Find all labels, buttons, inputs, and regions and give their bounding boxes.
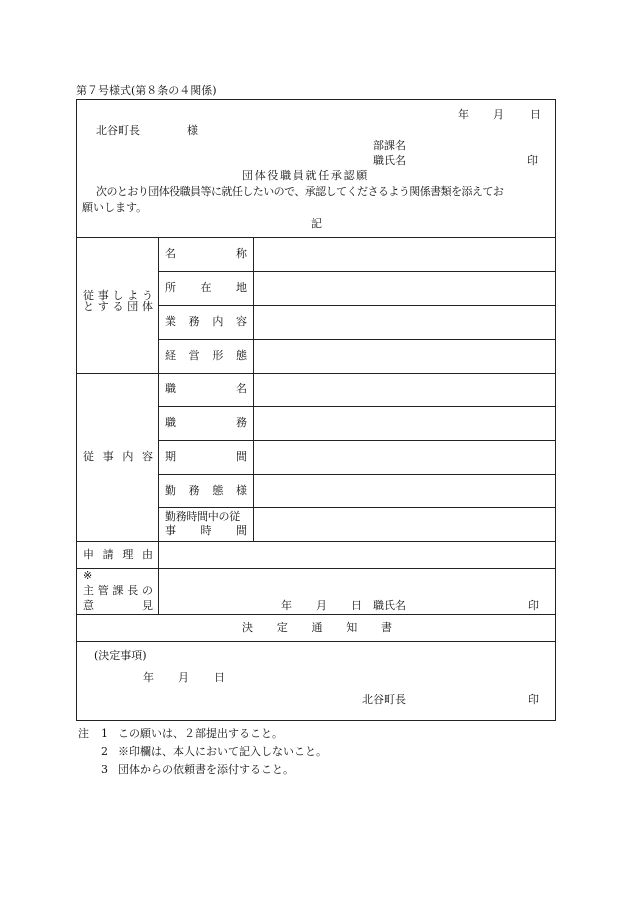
decision-month: 月: [178, 671, 189, 684]
work-section-label: 従 事 内 容: [83, 450, 153, 463]
divider: [77, 237, 555, 238]
divider: [158, 237, 159, 614]
manager-day: 日: [351, 599, 362, 612]
header-day: 日: [530, 108, 541, 121]
org-row-management: 経 営 形 態: [165, 349, 247, 362]
body-line-1: 次のとおり団体役職員等に就任したいので、承認してくださるよう関係書類を添えてお: [96, 185, 504, 198]
divider: [158, 271, 555, 272]
work-row-position: 職 名: [165, 382, 247, 395]
note-3-num: 3: [101, 763, 108, 776]
decision-day: 日: [214, 671, 225, 684]
divider: [158, 406, 555, 407]
manager-year: 年: [281, 599, 292, 612]
form-number: 第７号様式(第８条の４関係): [76, 84, 217, 97]
application-form: [76, 99, 556, 721]
manager-name-label: 職氏名: [373, 599, 406, 612]
honorific: 様: [187, 124, 198, 137]
note-1-text: この願いは、２部提出すること。: [118, 727, 283, 740]
org-row-address: 所 在 地: [165, 281, 247, 294]
divider: [77, 373, 555, 374]
divider: [77, 541, 555, 542]
body-line-2: 願いします。: [82, 201, 148, 214]
divider: [158, 474, 555, 475]
form-title: 団体役職員就任承認願: [242, 169, 369, 182]
divider: [158, 339, 555, 340]
manager-label-line-1: 主 管 課 長 の: [83, 584, 153, 597]
manager-mark: ※: [83, 569, 93, 582]
decision-mayor: 北谷町長: [362, 693, 406, 706]
note-2-text: ※印欄は、本人において記入しないこと。: [118, 745, 327, 758]
header-month: 月: [493, 108, 504, 121]
notes-prefix: 注: [78, 727, 89, 740]
org-label-line-2: と す る 団 体: [83, 300, 153, 313]
manager-month: 月: [316, 599, 327, 612]
note-2-num: 2: [101, 745, 108, 758]
work-row-hours-line-2: 事 時 間: [165, 524, 247, 537]
dept-label: 部課名: [373, 139, 406, 152]
work-row-period: 期 間: [165, 450, 247, 463]
divider: [253, 237, 254, 541]
reason-label: 申 請 理 由: [83, 548, 153, 561]
manager-seal: 印: [528, 599, 539, 612]
applicant-name-label: 職氏名: [373, 154, 406, 167]
ki-label: 記: [311, 217, 322, 230]
addressee: 北谷町長: [96, 124, 140, 137]
divider: [77, 614, 555, 615]
applicant-seal: 印: [527, 154, 538, 167]
note-3-text: 団体からの依頼書を添付すること。: [118, 763, 294, 776]
work-row-hours-line-1: 勤務時間中の従: [165, 510, 240, 523]
divider: [158, 507, 555, 508]
manager-label-line-2: 意 見: [83, 599, 153, 612]
decision-year: 年: [143, 671, 154, 684]
header-year: 年: [458, 108, 469, 121]
work-row-duty: 職 務: [165, 416, 247, 429]
org-section-label: [83, 290, 153, 312]
decision-seal: 印: [528, 693, 539, 706]
divider: [158, 440, 555, 441]
note-1-num: 1: [101, 727, 108, 740]
org-row-business: 業 務 内 容: [165, 315, 247, 328]
divider: [77, 568, 555, 569]
org-row-name: 名 称: [165, 247, 247, 260]
divider: [77, 641, 555, 642]
decision-matter: (決定事項): [94, 649, 147, 662]
work-row-mode: 勤 務 態 様: [165, 484, 247, 497]
divider: [158, 305, 555, 306]
decision-title: 決 定 通 知 書: [242, 621, 392, 634]
org-label-line-1: 従 事 し よ う: [83, 289, 153, 302]
